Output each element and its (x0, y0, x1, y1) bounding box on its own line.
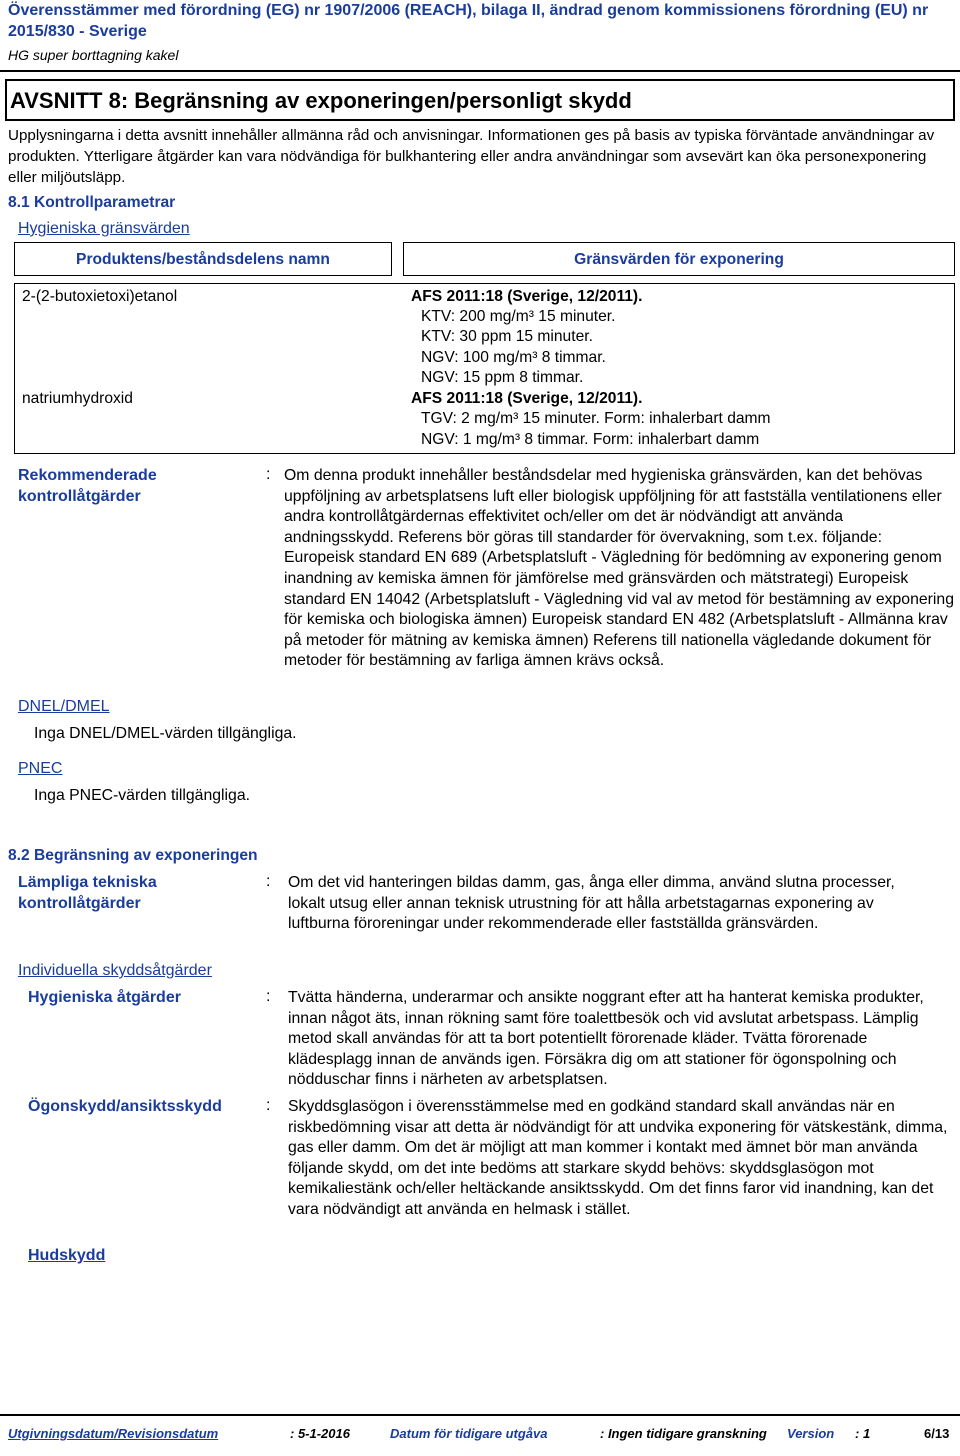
pnec-heading: PNEC (18, 760, 63, 777)
header-divider (0, 70, 960, 72)
table-header-col1 (14, 242, 392, 276)
technical-controls-text: Om det vid hanteringen bildas damm, gas, ånga eller dimma, använd slutna processer, lokalt utsug eller annan teknisk utrustning för att hålla arbetstagarnas exponering av luftburna föroreningar under rekommenderade eller fastställda gränsvärden. (288, 874, 895, 933)
dnel-text: Inga DNEL/DMEL-värden tillgängliga. (34, 725, 297, 742)
hygiene-measures-label: Hygieniska åtgärder (28, 989, 181, 1006)
page-number: 6/13 (924, 1426, 950, 1441)
recommended-controls-label: Rekommenderade kontrollåtgärder (18, 467, 157, 505)
table-row-source: AFS 2011:18 (Sverige, 12/2011). (411, 288, 643, 305)
table-row-source: AFS 2011:18 (Sverige, 12/2011). (411, 390, 643, 407)
document-header-title: Överensstämmer med förordning (EG) nr 1907/2006 (REACH), bilaga II, ändrad genom kommissionens förordning (EU) nr 2015/830 - Sverige (8, 2, 929, 40)
limit-value: KTV: 30 ppm 15 minuter. (421, 328, 593, 345)
table-header-name: Produktens/beståndsdelens namn (76, 251, 330, 268)
eye-protection-label: Ögonskydd/ansiktsskydd (28, 1098, 222, 1115)
section-title: AVSNITT 8: Begränsning av exponeringen/personligt skydd (10, 88, 632, 113)
issue-date-value: : 5-1-2016 (290, 1426, 350, 1441)
hygienic-limits-heading: Hygieniska gränsvärden (18, 220, 190, 237)
table-header-limits: Gränsvärden för exponering (574, 251, 784, 268)
limit-value: KTV: 200 mg/m³ 15 minuter. (421, 308, 616, 325)
footer-divider (0, 1414, 960, 1416)
issue-date-label: Utgivningsdatum/Revisionsdatum (8, 1426, 219, 1441)
subsection-8-2-heading: 8.2 Begränsning av exponeringen (8, 847, 258, 864)
limit-value: NGV: 15 ppm 8 timmar. (421, 369, 584, 386)
version-label: Version (787, 1426, 835, 1441)
limit-value: TGV: 2 mg/m³ 15 minuter. Form: inhalerbart damm (421, 410, 771, 427)
section-intro: Upplysningarna i detta avsnitt innehåller allmänna råd och anvisningar. Informationen ges på basis av typiska förväntade användningar av produkten. Ytterligare åtgärder kan vara nödvändiga för bulkhantering eller andra användningar som avsevärt kan öka personexponering eller miljöutsläpp. (8, 127, 935, 186)
colon: : (266, 1097, 271, 1114)
product-name: HG super borttagning kakel (8, 47, 179, 63)
technical-controls-label: Lämpliga tekniska kontrollåtgärder (18, 874, 157, 912)
colon: : (266, 873, 271, 890)
previous-date-label: Datum för tidigare utgåva (390, 1426, 548, 1441)
recommended-controls-text: Om denna produkt innehåller beståndsdelar med hygieniska gränsvärden, kan det behövas uppföljning av arbetsplatsens luft eller biologisk uppföljning för att fastställa ventilationens eller andra kontrollåtgärdernas effektivitet och/eller om det är nödvändigt att använda andningsskydd. Referens bör göras till standarder för övervakning, som t.ex. följande: Europeisk standard EN 689 (Arbetsplatsluft - Vägledning för bedömning av exponering genom inandning av kemiska ämnen för jämförelse med gränsvärden och mätstrategi) Europeisk standard EN 14042 (Arbetsplatsluft - Vägledning vid val av metod för bestämning av exponering för kemiska och biologiska ämnen) Europeisk standard EN 482 (Arbetsplatsluft - Allmänna krav på metoder för mätning av kemiska ämnen) Referens till nationella vägledande dokument för metoder för bestämning av farliga ämnen krävs också. (284, 467, 955, 670)
previous-date-value: : Ingen tidigare granskning (600, 1426, 767, 1441)
limit-value: NGV: 1 mg/m³ 8 timmar. Form: inhalerbart damm (421, 431, 760, 448)
colon: : (266, 466, 271, 483)
table-row-name: 2-(2-butoxietoxi)etanol (22, 288, 178, 305)
limit-value: NGV: 100 mg/m³ 8 timmar. (421, 349, 606, 366)
skin-protection-label: Hudskydd (28, 1247, 106, 1264)
individual-protection-heading: Individuella skyddsåtgärder (18, 962, 212, 979)
subsection-8-1-heading: 8.1 Kontrollparametrar (8, 194, 176, 211)
dnel-heading: DNEL/DMEL (18, 698, 110, 715)
version-value: : 1 (855, 1426, 871, 1441)
colon: : (266, 988, 271, 1005)
table-row-name: natriumhydroxid (22, 390, 133, 407)
table-header-col2 (403, 242, 955, 276)
pnec-text: Inga PNEC-värden tillgängliga. (34, 787, 251, 804)
eye-protection-text: Skyddsglasögon i överensstämmelse med en godkänd standard skall användas när en riskbedömning visar att detta är nödvändigt för att undvika exponering för vätskestänk, dimma, gas eller damm. Om det är möjligt att man kommer i kontakt med ämnet bör man använda följande skydd, om det inte bedöms att starkare skydd behövs: skyddsglasögon mot kemikaliestänk och/eller heltäckande ansiktsskydd. Om det finns faror vid inandning, kan det vara nödvändigt att använda en helmask i stället. (288, 1098, 948, 1218)
hygiene-measures-text: Tvätta händerna, underarmar och ansikte noggrant efter att ha hanterat kemiska produkter, innan något äts, innan rökning samt före toalettbesök och vid avslutat arbetspass. Lämplig metod skall användas för att ta bort potentiellt förorenade kläder. Tvätta förorenade klädesplagg innan de används igen. Försäkra dig om att stationer för ögonspolning och nödduschar finns i närheten av arbetsplatsen. (288, 989, 924, 1089)
